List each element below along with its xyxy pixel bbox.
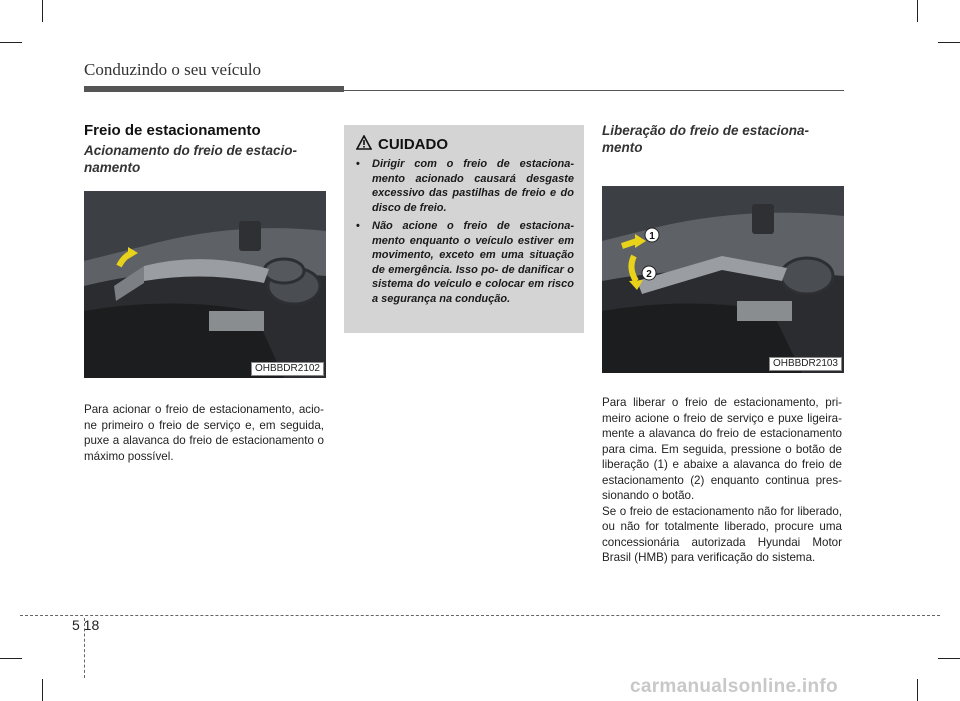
crop-mark xyxy=(0,42,22,43)
parking-brake-apply-photo xyxy=(84,191,326,378)
caution-box xyxy=(344,125,584,333)
right-paragraph-1: Para liberar o freio de estacionamento, pri- meiro acione o freio de serviço e puxe ligeira- mente a alavanca do freio de estacionamento para cima. Em seguida, pressione o botão de liberação (1) e abaixe a alavanca do freio de estacionamento (2) enquanto continua pres- sionando o botão. xyxy=(602,396,842,502)
right-paragraph-2: Se o freio de estacionamento não for liberado, ou não for totalmente liberado, procure uma concessionária autorizada Hyundai Motor Brasil (HMB) para verificação do sistema. xyxy=(602,504,842,564)
figure-code: OHBBDR2103 xyxy=(769,357,842,371)
right-subtitle: Liberação do freio de estaciona- mento xyxy=(602,123,810,155)
callout-1: 1 xyxy=(649,231,655,242)
crop-mark xyxy=(938,42,960,43)
caution-item: • Não acione o freio de estaciona- mento enquanto o veículo estiver em movimento, exceto em uma situação de emergência. Isso po- de danificar o sistema do veículo e colocar em risco a segurança na condução. xyxy=(356,220,574,305)
section-title: Freio de estacionamento xyxy=(84,122,261,139)
crop-mark xyxy=(917,0,918,22)
caution-title-text: CUIDADO xyxy=(378,136,448,153)
left-paragraph: Para acionar o freio de estacionamento, acio- ne primeiro o freio de serviço e, em seguida, puxe a alavanca do freio de estacionamento o máximo possível. xyxy=(84,403,324,463)
crop-mark xyxy=(938,658,960,659)
left-subtitle: Acionamento do freio de estacio- namento xyxy=(84,143,298,175)
chapter-title: Conduzindo o seu veículo xyxy=(84,60,262,79)
figure-code: OHBBDR2102 xyxy=(251,362,324,376)
caution-title xyxy=(356,135,448,154)
footer-divider xyxy=(20,615,940,616)
header-rule-thick xyxy=(84,86,344,92)
right-text xyxy=(602,395,842,566)
warning-icon xyxy=(356,135,372,154)
page-number: 5 18 xyxy=(72,617,100,633)
crop-mark xyxy=(0,658,22,659)
parking-brake-release-photo xyxy=(602,186,844,373)
callout-2: 2 xyxy=(646,269,652,280)
caution-item: • Dirigir com o freio de estaciona- mento acionado causará desgaste excessivo das pastilhas de freio e do disco de freio. xyxy=(356,158,574,214)
watermark: carmanualsonline.info xyxy=(630,676,838,697)
header-rule-thin xyxy=(344,90,844,91)
crop-mark xyxy=(42,0,43,22)
caution-list xyxy=(354,157,574,310)
crop-mark xyxy=(917,679,918,701)
crop-mark xyxy=(42,679,43,701)
